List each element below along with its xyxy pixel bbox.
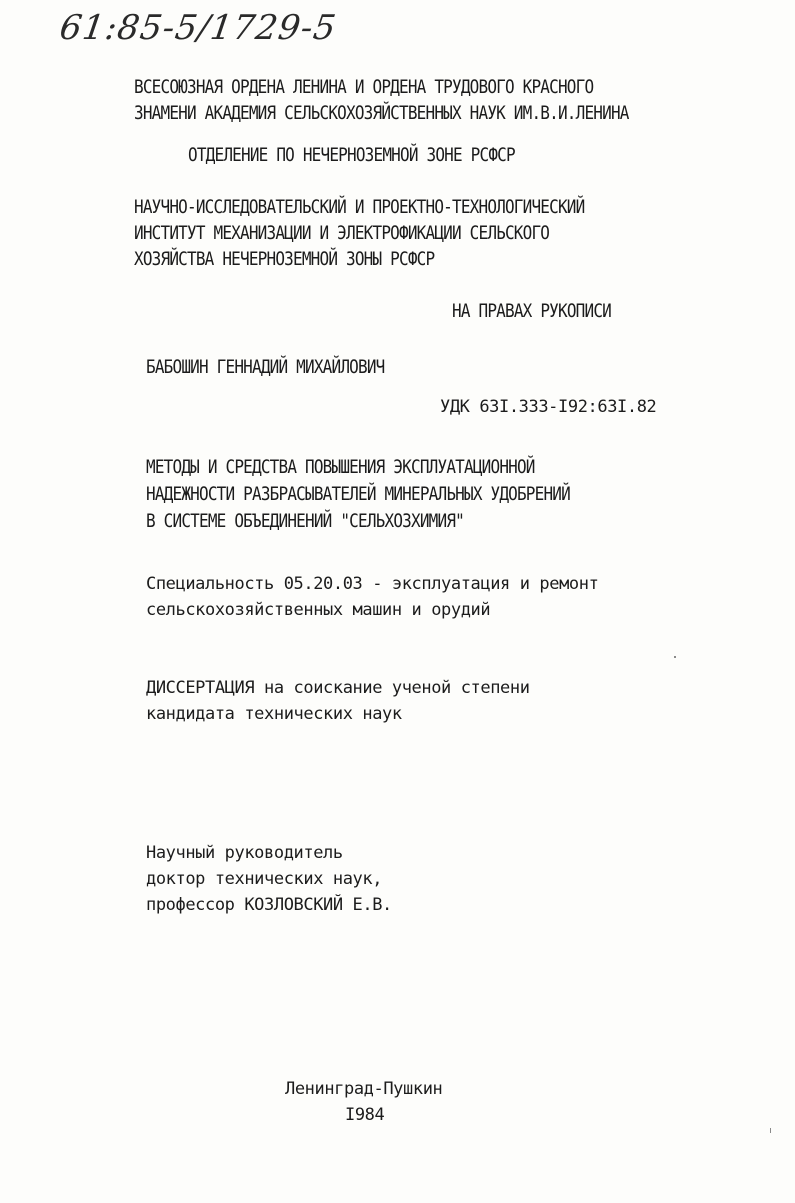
specialty-line-1: Специальность 05.20.03 - эксплуатация и ремонт bbox=[146, 574, 599, 594]
academy-line-1: ВСЕСОЮЗНАЯ ОРДЕНА ЛЕНИНА И ОРДЕНА ТРУДОВОГО КРАСНОГО bbox=[134, 75, 594, 98]
author-name: БАБОШИН ГЕННАДИЙ МИХАЙЛОВИЧ bbox=[146, 355, 385, 378]
institute-line-3: ХОЗЯЙСТВА НЕЧЕРНОЗЕМНОЙ ЗОНЫ РСФСР bbox=[134, 247, 435, 270]
supervisor-line-3: профессор КОЗЛОВСКИЙ Е.В. bbox=[146, 895, 392, 915]
academy-line-2: ЗНАМЕНИ АКАДЕМИЯ СЕЛЬСКОХОЗЯЙСТВЕННЫХ НАУК ИМ.В.И.ЛЕНИНА bbox=[134, 101, 629, 124]
title-line-2: НАДЕЖНОСТИ РАЗБРАСЫВАТЕЛЕЙ МИНЕРАЛЬНЫХ УДОБРЕНИЙ bbox=[146, 482, 570, 505]
place: Ленинград-Пушкин bbox=[285, 1079, 443, 1099]
department: ОТДЕЛЕНИЕ ПО НЕЧЕРНОЗЕМНОЙ ЗОНЕ РСФСР bbox=[188, 143, 515, 166]
supervisor-line-1: Научный руководитель bbox=[146, 843, 343, 863]
year: I984 bbox=[345, 1105, 385, 1125]
title-line-3: В СИСТЕМЕ ОБЪЕДИНЕНИЙ "СЕЛЬХОЗХИМИЯ" bbox=[146, 509, 464, 532]
title-line-1: МЕТОДЫ И СРЕДСТВА ПОВЫШЕНИЯ ЭКСПЛУАТАЦИОННОЙ bbox=[146, 455, 535, 478]
supervisor-line-2: доктор технических наук, bbox=[146, 869, 383, 889]
scan-speck bbox=[770, 1128, 771, 1133]
institute-line-1: НАУЧНО-ИССЛЕДОВАТЕЛЬСКИЙ И ПРОЕКТНО-ТЕХНОЛОГИЧЕСКИЙ bbox=[134, 195, 585, 218]
dissertation-line-1: ДИССЕРТАЦИЯ на соискание ученой степени bbox=[146, 678, 530, 698]
institute-line-2: ИНСТИТУТ МЕХАНИЗАЦИИ И ЭЛЕКТРОФИКАЦИИ СЕЛЬСКОГО bbox=[134, 221, 550, 244]
dissertation-line-2: кандидата технических наук bbox=[146, 704, 402, 724]
archive-number: 61:85-5/1729-5 bbox=[57, 8, 340, 48]
manuscript-note: НА ПРАВАХ РУКОПИСИ bbox=[452, 299, 611, 322]
specialty-line-2: сельскохозяйственных машин и орудий bbox=[146, 600, 491, 620]
scan-speck bbox=[674, 656, 676, 658]
udc-code: УДК 63I.333-I92:63I.82 bbox=[440, 397, 657, 417]
